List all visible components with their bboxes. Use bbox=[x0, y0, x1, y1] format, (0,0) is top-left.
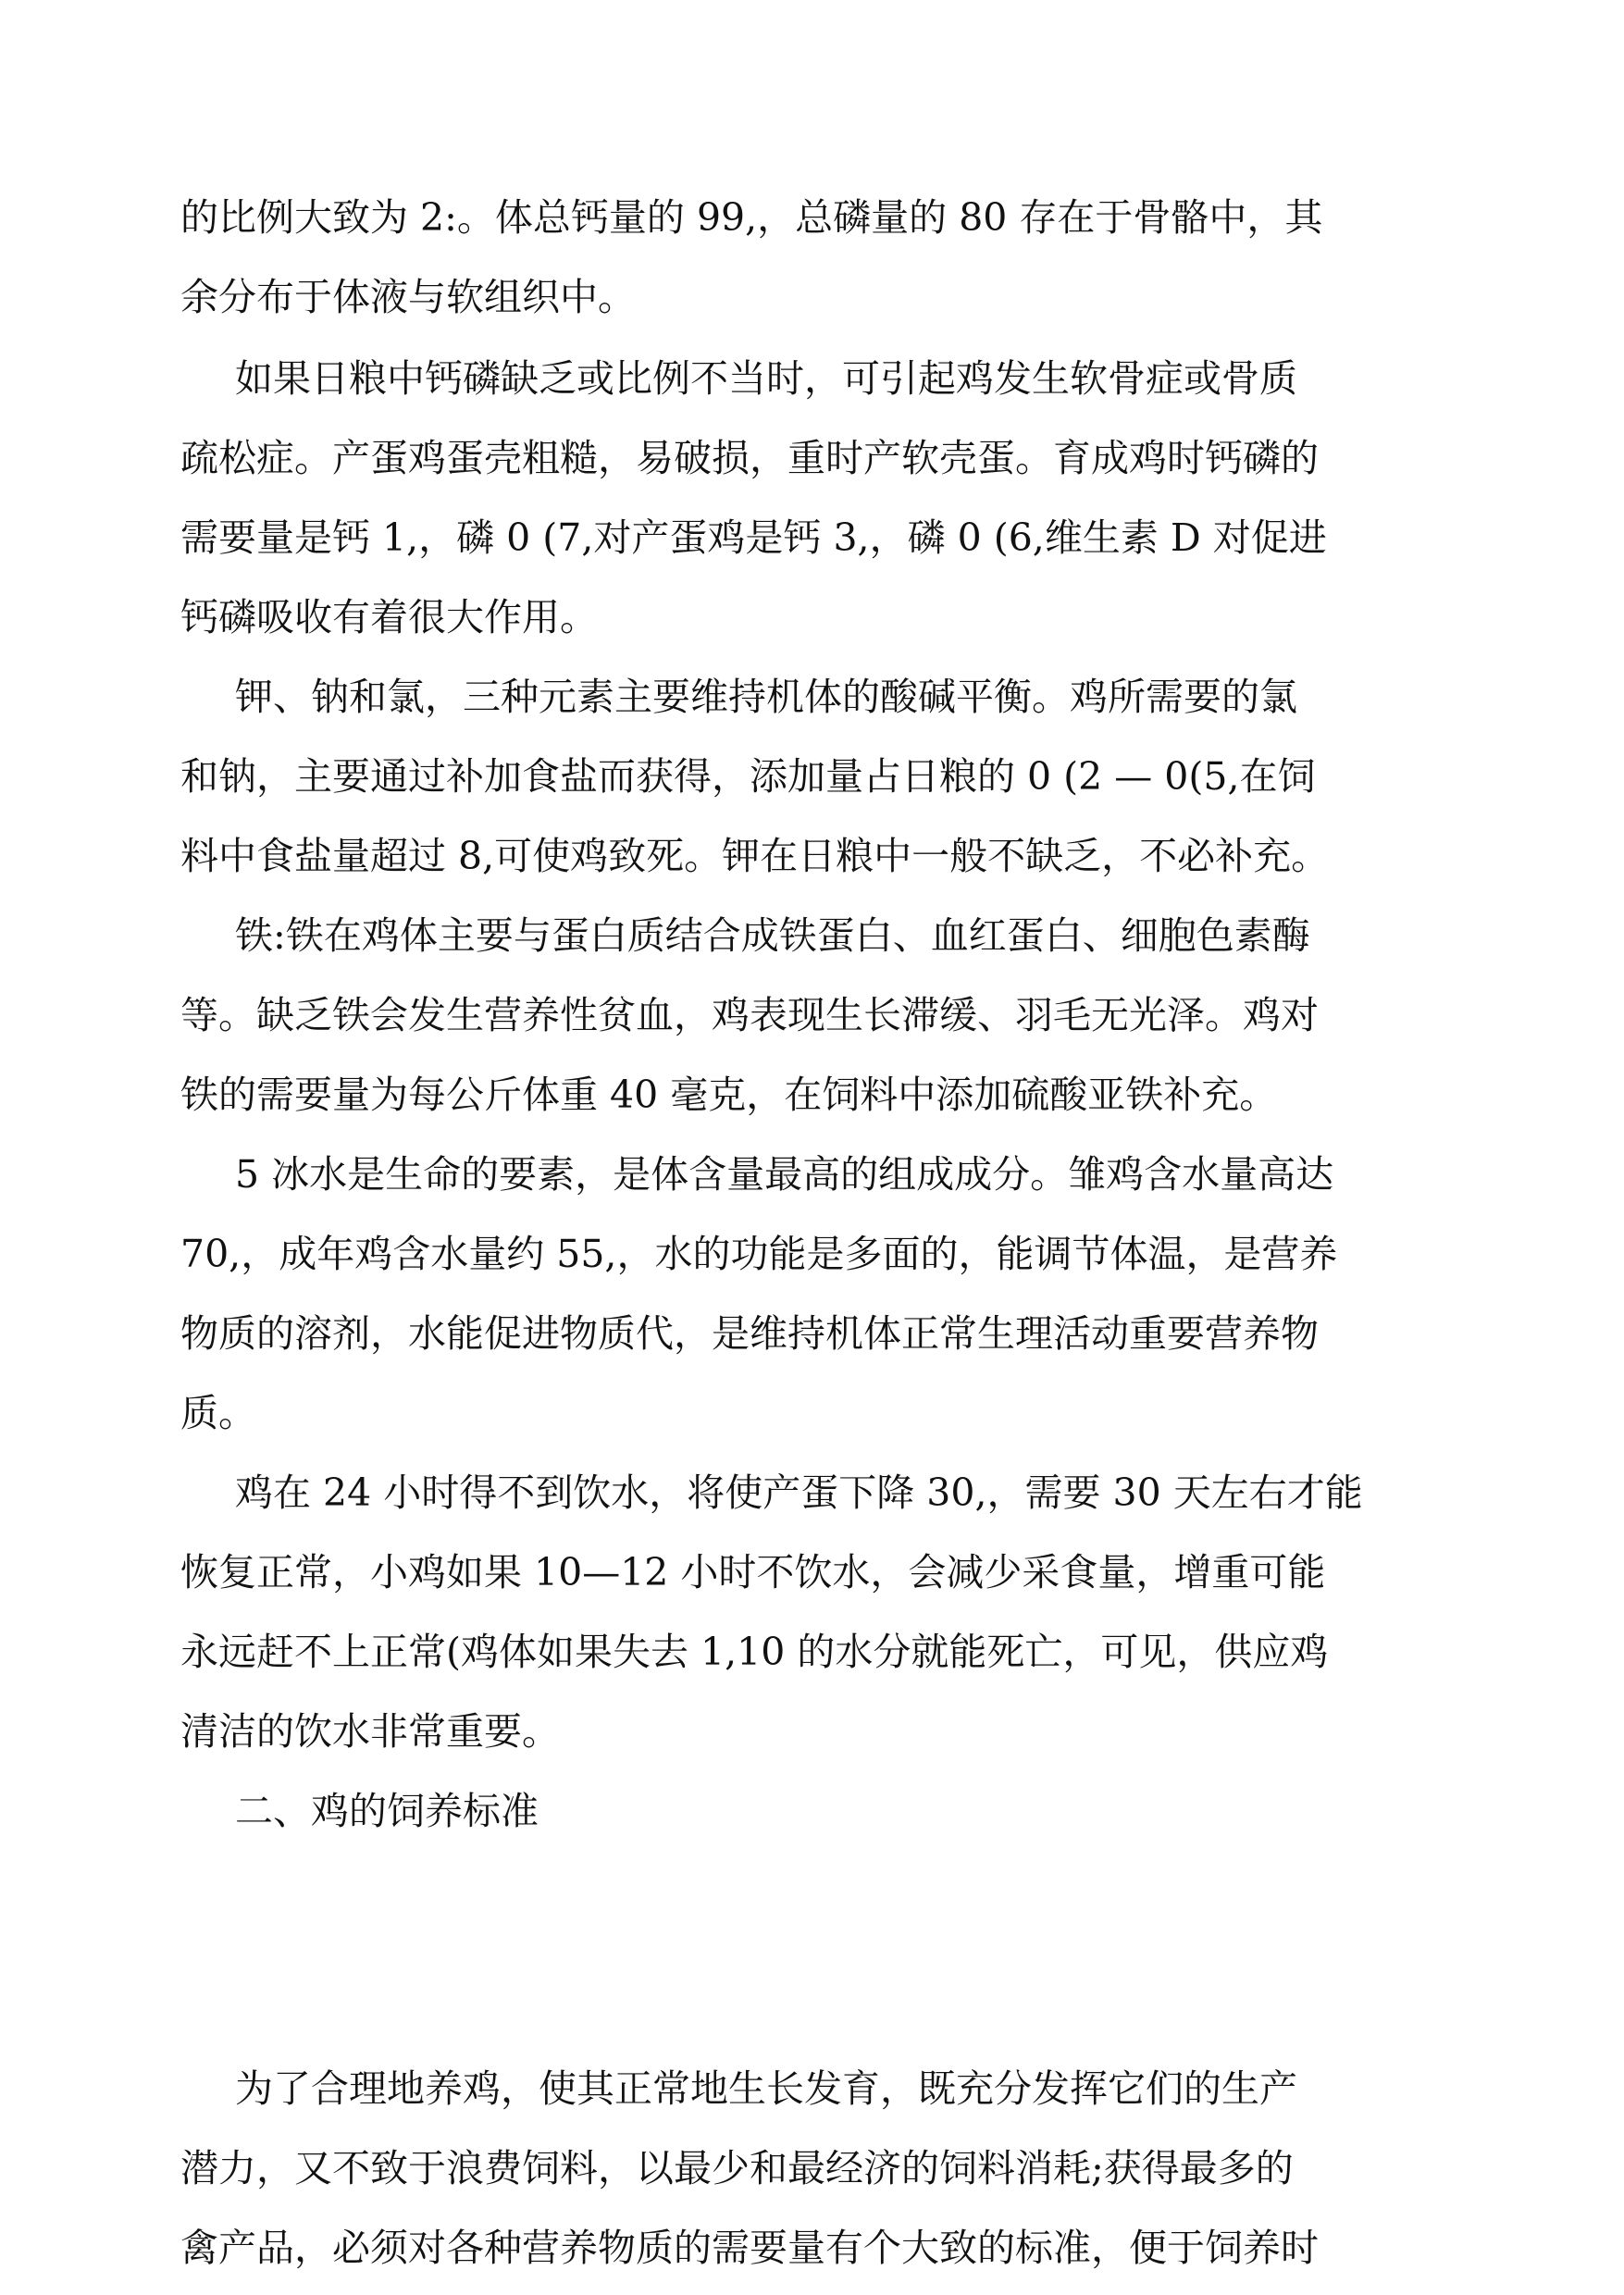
text-line: 的比例大致为 2:。体总钙量的 99,，总磷量的 80 存在于骨骼中，其 bbox=[180, 195, 1323, 240]
text-line: 物质的溶剂，水能促进物质代，是维持机体正常生理活动重要营养物 bbox=[180, 1311, 1319, 1356]
text-line: 钙磷吸收有着很大作用。 bbox=[180, 595, 598, 639]
text-line: 余分布于体液与软组织中。 bbox=[180, 275, 636, 319]
text-line: 质。 bbox=[180, 1391, 256, 1435]
text-line: 为了合理地养鸡，使其正常地生长发育，既充分发挥它们的生产 bbox=[235, 2066, 1297, 2111]
text-line: 等。缺乏铁会发生营养性贫血，鸡表现生长滞缓、羽毛无光泽。鸡对 bbox=[180, 993, 1319, 1037]
text-line: 和钠，主要通过补加食盐而获得，添加量占日粮的 0 (2 — 0(5,在饲 bbox=[180, 754, 1316, 799]
text-line: 料中食盐量超过 8,可使鸡致死。钾在日粮中一般不缺乏，不必补充。 bbox=[180, 834, 1330, 878]
text-line: 钾、钠和氯，三种元素主要维持机体的酸碱平衡。鸡所需要的氯 bbox=[235, 675, 1297, 719]
text-line: 清洁的饮水非常重要。 bbox=[180, 1709, 560, 1754]
text-line: 如果日粮中钙磷缺乏或比例不当时，可引起鸡发生软骨症或骨质 bbox=[235, 356, 1297, 401]
text-line: 铁:铁在鸡体主要与蛋白质结合成铁蛋白、血红蛋白、细胞色素酶 bbox=[235, 913, 1310, 958]
text-line: 70,，成年鸡含水量约 55,，水的功能是多面的，能调节体温，是营养 bbox=[180, 1232, 1338, 1276]
text-line: 禽产品，必须对各种营养物质的需要量有个大致的标准，便于饲养时 bbox=[180, 2226, 1319, 2270]
text-line: 潜力，又不致于浪费饲料，以最少和最经济的饲料消耗;获得最多的 bbox=[180, 2146, 1294, 2190]
text-line: 铁的需要量为每公斤体重 40 毫克，在饲料中添加硫酸亚铁补充。 bbox=[180, 1073, 1278, 1117]
text-line: 恢复正常，小鸡如果 10—12 小时不饮水，会减少采食量，增重可能 bbox=[180, 1550, 1326, 1594]
text-line: 鸡在 24 小时得不到饮水，将使产蛋下降 30,，需要 30 天左右才能 bbox=[235, 1470, 1363, 1515]
text-line: 疏松症。产蛋鸡蛋壳粗糙，易破损，重时产软壳蛋。育成鸡时钙磷的 bbox=[180, 436, 1319, 480]
text-line: 需要量是钙 1,，磷 0 (7,对产蛋鸡是钙 3,，磷 0 (6,维生素 D 对促进 bbox=[180, 515, 1327, 560]
section-heading: 二、鸡的饲养标准 bbox=[235, 1789, 539, 1833]
text-line: 永远赶不上正常(鸡体如果失去 1,10 的水分就能死亡，可见，供应鸡 bbox=[180, 1630, 1329, 1674]
text-line: 5 冰水是生命的要素，是体含量最高的组成成分。雏鸡含水量高达 bbox=[235, 1152, 1334, 1197]
